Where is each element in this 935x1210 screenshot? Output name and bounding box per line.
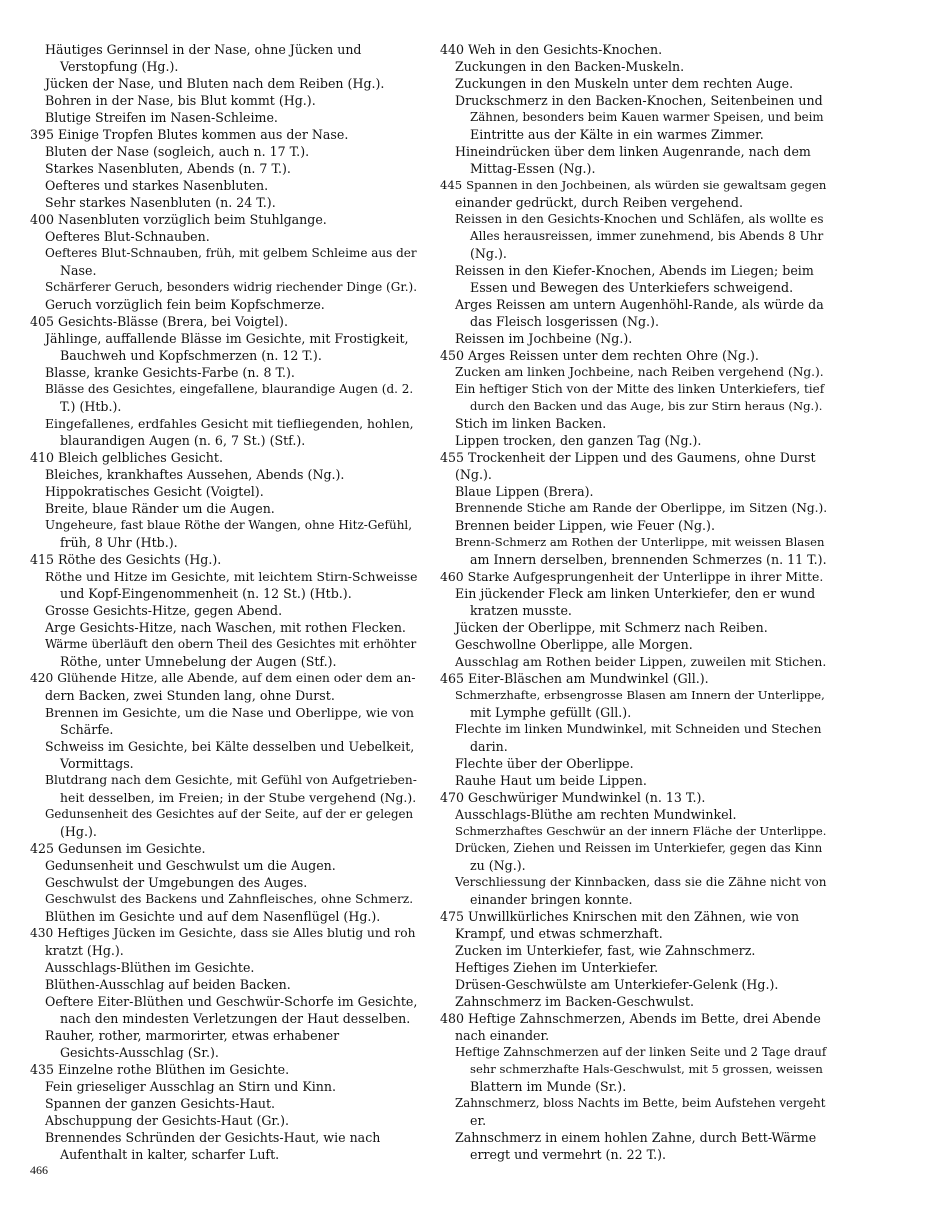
symptom-entry-continuation bbox=[30, 687, 416, 704]
entry-text: zu (Ng.). bbox=[470, 858, 526, 873]
symptom-entry-continuation bbox=[440, 551, 826, 568]
entry-text: Fein grieseliger Ausschlag an Stirn und Kinn. bbox=[45, 1079, 337, 1094]
symptom-entry-line bbox=[440, 211, 826, 228]
entry-text: Brennende Stiche am Rande der Oberlippe, im Sitzen (Ng.). bbox=[455, 501, 828, 515]
symptom-entry-line bbox=[30, 92, 416, 109]
entry-text: Gedunsenheit und Geschwulst um die Augen. bbox=[45, 858, 336, 873]
entry-text: Blutige Streifen im Nasen-Schleime. bbox=[45, 110, 278, 125]
entry-text: einander bringen konnte. bbox=[470, 892, 633, 907]
entry-text: Glühende Hitze, alle Abende, auf dem einen oder dem an- bbox=[57, 671, 416, 685]
entry-text: Verschliessung der Kinnbacken, dass sie die Zähne nicht von bbox=[455, 875, 827, 889]
symptom-entry-line bbox=[440, 415, 826, 432]
entry-text: Eintritte aus der Kälte in ein warmes Zimmer. bbox=[470, 127, 764, 142]
symptom-entry-line bbox=[30, 1078, 416, 1095]
symptom-entry-continuation bbox=[440, 279, 826, 296]
symptom-entry-continuation bbox=[440, 398, 826, 415]
entry-text: durch den Backen und das Auge, bis zur Stirn heraus (Ng.). bbox=[470, 399, 823, 413]
entry-text: sehr schmerzhafte Hals-Geschwulst, mit 5 grossen, weissen bbox=[470, 1062, 823, 1076]
symptom-entry-continuation bbox=[440, 891, 826, 908]
symptom-entry-continuation bbox=[30, 534, 416, 551]
entry-text: Einzelne rothe Blüthen im Gesichte. bbox=[58, 1062, 290, 1077]
symptom-entry-continuation bbox=[440, 1027, 826, 1044]
entry-text: Arges Reissen am untern Augenhöhl-Rande, als würde da bbox=[455, 297, 824, 312]
entry-text: nach einander. bbox=[455, 1028, 550, 1043]
symptom-entry-line bbox=[30, 704, 416, 721]
entry-number: 425 bbox=[30, 841, 55, 856]
entry-text: Schweiss im Gesichte, bei Kälte desselben und Uebelkeit, bbox=[45, 739, 415, 754]
entry-text: Gedunsenheit des Gesichtes auf der Seite, auf der er gelegen bbox=[45, 807, 414, 821]
symptom-entry-line bbox=[30, 126, 416, 143]
symptom-entry-line bbox=[440, 687, 826, 704]
entry-text: (Hg.). bbox=[60, 824, 97, 839]
entry-text: am Innern derselben, brennenden Schmerzes (n. 11 T.). bbox=[470, 552, 827, 567]
symptom-entry-continuation bbox=[440, 228, 826, 245]
symptom-entry-line bbox=[30, 1129, 416, 1146]
entry-text: Ausschlags-Blüthen im Gesichte. bbox=[45, 960, 255, 975]
symptom-entry-continuation bbox=[30, 1010, 416, 1027]
entry-text: Brennen im Gesichte, um die Nase und Oberlippe, wie von bbox=[45, 705, 415, 720]
entry-number: 445 bbox=[440, 178, 463, 192]
symptom-entry-line bbox=[440, 381, 826, 398]
symptom-entry-line bbox=[30, 160, 416, 177]
entry-number: 470 bbox=[440, 790, 465, 805]
entry-text: Nasenbluten vorzüglich beim Stuhlgange. bbox=[58, 212, 327, 227]
entry-text: Zahnschmerz, bloss Nachts im Bette, beim Aufstehen vergeht bbox=[455, 1096, 826, 1110]
symptom-entry-line bbox=[30, 874, 416, 891]
symptom-entry-line bbox=[440, 908, 826, 925]
entry-number: 415 bbox=[30, 552, 55, 567]
symptom-entry-line bbox=[30, 313, 416, 330]
entry-text: Geschwulst des Backens und Zahnfleisches, ohne Schmerz. bbox=[45, 892, 414, 906]
symptom-entry-line bbox=[440, 670, 826, 687]
symptom-entry-line bbox=[440, 1010, 826, 1027]
symptom-entry-continuation bbox=[30, 398, 416, 415]
entry-text: kratzt (Hg.). bbox=[45, 943, 124, 958]
symptom-entry-continuation bbox=[30, 1044, 416, 1061]
symptom-entry-continuation bbox=[30, 585, 416, 602]
entry-number: 460 bbox=[440, 569, 464, 584]
symptom-entry-line bbox=[30, 772, 416, 789]
entry-text: Essen und Bewegen des Unterkiefers schweigend. bbox=[470, 280, 794, 295]
entry-text: Ungeheure, fast blaue Röthe der Wangen, ohne Hitz-Gefühl, bbox=[45, 518, 413, 532]
symptom-entry-line bbox=[30, 568, 416, 585]
symptom-entry-continuation bbox=[440, 109, 826, 126]
symptom-entry-line bbox=[30, 636, 416, 653]
entry-text: Zuckungen in den Muskeln unter dem rechten Auge. bbox=[455, 76, 794, 91]
entry-text: Bleiches, krankhaftes Aussehen, Abends (Ng.). bbox=[45, 467, 345, 482]
entry-text: er. bbox=[470, 1113, 487, 1128]
entry-text: Schärfe. bbox=[60, 722, 114, 737]
entry-text: Aufenthalt in kalter, scharfer Luft. bbox=[60, 1147, 280, 1162]
entry-text: Mittag-Essen (Ng.). bbox=[470, 161, 596, 176]
entry-text: Röthe, unter Umnebelung der Augen (Stf.). bbox=[60, 654, 337, 669]
symptom-entry-line bbox=[30, 245, 416, 262]
symptom-entry-continuation bbox=[440, 245, 826, 262]
symptom-entry-continuation bbox=[440, 313, 826, 330]
entry-text: Blutdrang nach dem Gesichte, mit Gefühl von Aufgetrieben- bbox=[45, 773, 417, 787]
symptom-entry-line bbox=[440, 41, 826, 58]
entry-text: Verstopfung (Hg.). bbox=[60, 59, 179, 74]
entry-text: Oefteres Blut-Schnauben. bbox=[45, 229, 210, 244]
entry-text: Schmerzhafte, erbsengrosse Blasen am Innern der Unterlippe, bbox=[455, 688, 825, 702]
symptom-entry-line bbox=[440, 823, 826, 840]
entry-text: Jücken der Oberlippe, mit Schmerz nach Reiben. bbox=[455, 620, 768, 635]
entry-text: kratzen musste. bbox=[470, 603, 572, 618]
symptom-entry-line bbox=[30, 330, 416, 347]
symptom-entry-line bbox=[440, 1044, 826, 1061]
entry-text: Zucken am linken Jochbeine, nach Reiben vergehend (Ng.). bbox=[455, 365, 824, 379]
entry-text: Spannen der ganzen Gesichts-Haut. bbox=[45, 1096, 276, 1111]
entry-text: Ein heftiger Stich von der Mitte des linken Unterkiefers, tief bbox=[455, 382, 825, 396]
entry-text: Brennendes Schründen der Gesichts-Haut, wie nach bbox=[45, 1130, 381, 1145]
left-column bbox=[30, 41, 416, 1163]
entry-text: Abschuppung der Gesichts-Haut (Gr.). bbox=[45, 1113, 289, 1128]
entry-text: Gesichts-Blässe (Brera, bei Voigtel). bbox=[58, 314, 288, 329]
symptom-entry-line bbox=[440, 75, 826, 92]
entry-text: Oefteres Blut-Schnauben, früh, mit gelbem Schleime aus der bbox=[45, 246, 417, 260]
entry-number: 455 bbox=[440, 450, 465, 465]
entry-text: Brennen beider Lippen, wie Feuer (Ng.). bbox=[455, 518, 715, 533]
entry-text: Hippokratisches Gesicht (Voigtel). bbox=[45, 484, 264, 499]
symptom-entry-continuation bbox=[440, 1146, 826, 1163]
entry-text: nach den mindesten Verletzungen der Haut desselben. bbox=[60, 1011, 411, 1026]
entry-text: Eingefallenes, erdfahles Gesicht mit tiefliegenden, hohlen, bbox=[45, 416, 414, 431]
symptom-entry-line bbox=[440, 432, 826, 449]
entry-text: Druckschmerz in den Backen-Knochen, Seitenbeinen und bbox=[455, 93, 823, 108]
entry-text: Blüthen im Gesichte und auf dem Nasenflügel (Hg.). bbox=[45, 909, 381, 924]
symptom-entry-line bbox=[30, 1095, 416, 1112]
entry-text: und Kopf-Eingenommenheit (n. 12 St.) (Htb.). bbox=[60, 586, 352, 601]
entry-text: Jählinge, auffallende Blässe im Gesichte, mit Frostigkeit, bbox=[45, 331, 409, 346]
entry-text: Reissen im Jochbeine (Ng.). bbox=[455, 331, 633, 346]
symptom-entry-line bbox=[30, 296, 416, 313]
entry-text: Gedunsen im Gesichte. bbox=[58, 841, 206, 856]
entry-text: T.) (Htb.). bbox=[60, 399, 122, 414]
symptom-entry-continuation bbox=[30, 58, 416, 75]
entry-number: 450 bbox=[440, 348, 465, 363]
entry-text: Flechte über der Oberlippe. bbox=[455, 756, 634, 771]
symptom-entry-continuation bbox=[30, 789, 416, 806]
entry-text: dern Backen, zwei Stunden lang, ohne Durst. bbox=[45, 688, 335, 703]
symptom-entry-line bbox=[30, 959, 416, 976]
symptom-entry-line bbox=[30, 143, 416, 160]
entry-text: Drüsen-Geschwülste am Unterkiefer-Gelenk (Hg.). bbox=[455, 977, 779, 992]
symptom-entry-line bbox=[440, 959, 826, 976]
symptom-entry-line bbox=[440, 364, 826, 381]
symptom-entry-line bbox=[440, 177, 826, 194]
entry-text: Geschwollne Oberlippe, alle Morgen. bbox=[455, 637, 693, 652]
symptom-entry-continuation bbox=[440, 1078, 826, 1095]
entry-text: Reissen in den Gesichts-Knochen und Schläfen, als wollte es bbox=[455, 212, 824, 226]
symptom-entry-line bbox=[440, 500, 826, 517]
entry-text: Arges Reissen unter dem rechten Ohre (Ng.). bbox=[468, 348, 759, 363]
entry-text: Trockenheit der Lippen und des Gaumens, ohne Durst bbox=[468, 450, 816, 465]
entry-text: Weh in den Gesichts-Knochen. bbox=[468, 42, 663, 57]
symptom-entry-line bbox=[440, 585, 826, 602]
entry-number: 410 bbox=[30, 450, 55, 465]
entry-text: Häutiges Gerinnsel in der Nase, ohne Jücken und bbox=[45, 42, 362, 57]
entry-text: Brenn-Schmerz am Rothen der Unterlippe, mit weissen Blasen bbox=[455, 535, 825, 549]
entry-text: Starkes Nasenbluten, Abends (n. 7 T.). bbox=[45, 161, 291, 176]
symptom-entry-line bbox=[30, 517, 416, 534]
symptom-entry-line bbox=[440, 517, 826, 534]
symptom-entry-line bbox=[30, 381, 416, 398]
entry-text: Heftige Zahnschmerzen auf der linken Seite und 2 Tage drauf bbox=[455, 1045, 827, 1059]
symptom-entry-line bbox=[30, 279, 416, 296]
entry-text: Starke Aufgesprungenheit der Unterlippe in ihrer Mitte. bbox=[467, 569, 824, 584]
symptom-entry-line bbox=[30, 415, 416, 432]
symptom-entry-line bbox=[30, 211, 416, 228]
entry-text: Bluten der Nase (sogleich, auch n. 17 T.). bbox=[45, 144, 310, 159]
symptom-entry-line bbox=[30, 500, 416, 517]
symptom-entry-line bbox=[30, 993, 416, 1010]
entry-text: Zahnschmerz im Backen-Geschwulst. bbox=[455, 994, 694, 1009]
symptom-entry-continuation bbox=[440, 1112, 826, 1129]
symptom-entry-line bbox=[440, 721, 826, 738]
entry-text: Zahnschmerz in einem hohlen Zahne, durch Bett-Wärme bbox=[455, 1130, 817, 1145]
entry-text: Unwillkürliches Knirschen mit den Zähnen, wie von bbox=[468, 909, 800, 924]
entry-text: Zähnen, besonders beim Kauen warmer Speisen, und beim bbox=[470, 110, 824, 124]
entry-text: Geschwulst der Umgebungen des Auges. bbox=[45, 875, 308, 890]
entry-text: Wärme überläuft den obern Theil des Gesichtes mit erhöhter bbox=[45, 637, 417, 651]
entry-text: Drücken, Ziehen und Reissen im Unterkiefer, gegen das Kinn bbox=[455, 841, 823, 855]
symptom-entry-line bbox=[30, 41, 416, 58]
symptom-entry-line bbox=[30, 602, 416, 619]
entry-text: Röthe und Hitze im Gesichte, mit leichtem Stirn-Schweisse bbox=[45, 569, 418, 584]
entry-text: Vormittags. bbox=[60, 756, 134, 771]
symptom-entry-line bbox=[30, 1027, 416, 1044]
entry-text: Flechte im linken Mundwinkel, mit Schneiden und Stechen bbox=[455, 722, 822, 736]
entry-text: Einige Tropfen Blutes kommen aus der Nase. bbox=[58, 127, 349, 142]
entry-text: Ausschlag am Rothen beider Lippen, zuweilen mit Stichen. bbox=[455, 654, 827, 669]
symptom-entry-line bbox=[30, 483, 416, 500]
entry-text: Blaue Lippen (Brera). bbox=[455, 484, 594, 499]
symptom-entry-continuation bbox=[30, 942, 416, 959]
symptom-entry-continuation bbox=[440, 194, 826, 211]
entry-text: das Fleisch losgerissen (Ng.). bbox=[470, 314, 659, 329]
entry-text: Alles herausreissen, immer zunehmend, bis Abends 8 Uhr bbox=[470, 229, 824, 243]
entry-text: (Ng.). bbox=[470, 246, 507, 261]
entry-text: Oefteres und starkes Nasenbluten. bbox=[45, 178, 269, 193]
symptom-entry-line bbox=[30, 449, 416, 466]
symptom-entry-line bbox=[440, 636, 826, 653]
symptom-entry-continuation bbox=[30, 823, 416, 840]
symptom-entry-line bbox=[440, 330, 826, 347]
symptom-entry-line bbox=[440, 789, 826, 806]
symptom-entry-continuation bbox=[440, 1061, 826, 1078]
symptom-entry-continuation bbox=[30, 262, 416, 279]
entry-number: 430 bbox=[30, 926, 54, 940]
entry-text: Röthe des Gesichts (Hg.). bbox=[58, 552, 222, 567]
entry-text: Spannen in den Jochbeinen, als würden sie gewaltsam gegen bbox=[466, 178, 827, 192]
symptom-entry-continuation bbox=[30, 721, 416, 738]
entry-text: Geruch vorzüglich fein beim Kopfschmerze. bbox=[45, 297, 325, 312]
entry-text: Zuckungen in den Backen-Muskeln. bbox=[455, 59, 685, 74]
entry-text: früh, 8 Uhr (Htb.). bbox=[60, 535, 178, 550]
entry-text: Arge Gesichts-Hitze, nach Waschen, mit rothen Flecken. bbox=[45, 620, 406, 635]
entry-text: Oeftere Eiter-Blüthen und Geschwür-Schorfe im Gesichte, bbox=[45, 994, 418, 1009]
symptom-entry-line bbox=[30, 908, 416, 925]
symptom-entry-line bbox=[440, 653, 826, 670]
entry-number: 420 bbox=[30, 671, 54, 685]
page-number: 466 bbox=[30, 1163, 48, 1177]
symptom-entry-continuation bbox=[440, 466, 826, 483]
symptom-entry-continuation bbox=[440, 704, 826, 721]
symptom-entry-line bbox=[30, 1112, 416, 1129]
entry-text: Heftiges Ziehen im Unterkiefer. bbox=[455, 960, 659, 975]
symptom-entry-line bbox=[30, 551, 416, 568]
entry-text: Bohren in der Nase, bis Blut kommt (Hg.). bbox=[45, 93, 316, 108]
symptom-entry-line bbox=[440, 942, 826, 959]
entry-text: Lippen trocken, den ganzen Tag (Ng.). bbox=[455, 433, 702, 448]
symptom-entry-line bbox=[440, 1095, 826, 1112]
entry-text: erregt und vermehrt (n. 22 T.). bbox=[470, 1147, 667, 1162]
entry-text: Geschwüriger Mundwinkel (n. 13 T.). bbox=[468, 790, 706, 805]
symptom-entry-line bbox=[440, 772, 826, 789]
entry-text: Blüthen-Ausschlag auf beiden Backen. bbox=[45, 977, 291, 992]
entry-number: 395 bbox=[30, 127, 55, 142]
symptom-entry-line bbox=[30, 857, 416, 874]
symptom-entry-line bbox=[30, 1061, 416, 1078]
symptom-entry-continuation bbox=[30, 755, 416, 772]
entry-number: 465 bbox=[440, 671, 465, 686]
entry-text: Rauhe Haut um beide Lippen. bbox=[455, 773, 647, 788]
entry-text: Blässe des Gesichtes, eingefallene, blaurandige Augen (d. 2. bbox=[45, 382, 414, 396]
entry-text: Schmerzhaftes Geschwür an der innern Fläche der Unterlippe. bbox=[455, 824, 827, 838]
entry-text: Zucken im Unterkiefer, fast, wie Zahnschmerz. bbox=[455, 943, 756, 958]
entry-number: 435 bbox=[30, 1062, 55, 1077]
symptom-entry-line bbox=[440, 92, 826, 109]
entry-text: Blattern im Munde (Sr.). bbox=[470, 1079, 627, 1094]
symptom-entry-line bbox=[30, 228, 416, 245]
entry-text: Nase. bbox=[60, 263, 97, 278]
symptom-entry-line bbox=[30, 738, 416, 755]
symptom-entry-line bbox=[440, 874, 826, 891]
symptom-entry-line bbox=[440, 976, 826, 993]
entry-text: Heftiges Jücken im Gesichte, dass sie Alles blutig und roh bbox=[57, 926, 416, 940]
entry-text: Stich im linken Backen. bbox=[455, 416, 607, 431]
entry-text: darin. bbox=[470, 739, 508, 754]
entry-text: Sehr starkes Nasenbluten (n. 24 T.). bbox=[45, 195, 276, 210]
symptom-entry-line bbox=[30, 806, 416, 823]
entry-number: 480 bbox=[440, 1011, 465, 1026]
entry-text: Blasse, kranke Gesichts-Farbe (n. 8 T.). bbox=[45, 365, 295, 380]
symptom-entry-line bbox=[30, 976, 416, 993]
symptom-entry-line bbox=[440, 58, 826, 75]
entry-text: Bauchweh und Kopfschmerzen (n. 12 T.). bbox=[60, 348, 322, 363]
symptom-entry-line bbox=[440, 483, 826, 500]
symptom-entry-continuation bbox=[440, 126, 826, 143]
symptom-entry-continuation bbox=[30, 432, 416, 449]
symptom-entry-line bbox=[440, 449, 826, 466]
symptom-entry-line bbox=[30, 177, 416, 194]
entry-text: Jücken der Nase, und Bluten nach dem Reiben (Hg.). bbox=[45, 76, 385, 91]
entry-text: Reissen in den Kiefer-Knochen, Abends im Liegen; beim bbox=[455, 263, 814, 278]
entry-text: Rauher, rother, marmorirter, etwas erhabener bbox=[45, 1028, 340, 1043]
entry-text: Gesichts-Ausschlag (Sr.). bbox=[60, 1045, 219, 1060]
entry-text: Krampf, und etwas schmerzhaft. bbox=[455, 926, 663, 941]
entry-number: 440 bbox=[440, 42, 465, 57]
symptom-entry-continuation bbox=[440, 160, 826, 177]
entry-text: einander gedrückt, durch Reiben vergehend. bbox=[455, 195, 744, 210]
right-column bbox=[440, 41, 826, 1163]
symptom-entry-line bbox=[30, 75, 416, 92]
symptom-entry-line bbox=[30, 194, 416, 211]
entry-text: Eiter-Bläschen am Mundwinkel (Gll.). bbox=[468, 671, 709, 686]
symptom-entry-line bbox=[440, 296, 826, 313]
entry-number: 405 bbox=[30, 314, 55, 329]
symptom-entry-continuation bbox=[440, 602, 826, 619]
entry-text: Heftige Zahnschmerzen, Abends im Bette, drei Abende bbox=[468, 1011, 821, 1026]
symptom-entry-line bbox=[440, 1129, 826, 1146]
symptom-entry-line bbox=[30, 670, 416, 687]
symptom-entry-line bbox=[440, 534, 826, 551]
symptom-entry-line bbox=[30, 891, 416, 908]
entry-text: mit Lymphe gefüllt (Gll.). bbox=[470, 705, 632, 720]
symptom-entry-line bbox=[440, 806, 826, 823]
symptom-entry-line bbox=[440, 619, 826, 636]
entry-text: Schärferer Geruch, besonders widrig riechender Dinge (Gr.). bbox=[45, 280, 418, 294]
entry-text: Ausschlags-Blüthe am rechten Mundwinkel. bbox=[455, 807, 737, 822]
symptom-entry-line bbox=[440, 840, 826, 857]
symptom-entry-line bbox=[30, 925, 416, 942]
symptom-entry-line bbox=[30, 109, 416, 126]
entry-text: Ein jückender Fleck am linken Unterkiefer, den er wund bbox=[455, 586, 816, 601]
symptom-entry-line bbox=[440, 347, 826, 364]
symptom-entry-line bbox=[440, 262, 826, 279]
symptom-entry-continuation bbox=[440, 925, 826, 942]
symptom-entry-continuation bbox=[30, 1146, 416, 1163]
symptom-entry-line bbox=[30, 466, 416, 483]
symptom-entry-line bbox=[30, 364, 416, 381]
symptom-entry-continuation bbox=[440, 738, 826, 755]
symptom-entry-continuation bbox=[30, 347, 416, 364]
entry-text: (Ng.). bbox=[455, 467, 492, 482]
entry-text: Bleich gelbliches Gesicht. bbox=[58, 450, 223, 465]
symptom-entry-line bbox=[30, 840, 416, 857]
symptom-entry-line bbox=[440, 755, 826, 772]
symptom-entry-line bbox=[440, 993, 826, 1010]
entry-text: blaurandigen Augen (n. 6, 7 St.) (Stf.). bbox=[60, 433, 306, 448]
symptom-entry-line bbox=[30, 619, 416, 636]
entry-text: heit desselben, im Freien; in der Stube vergehend (Ng.). bbox=[60, 790, 417, 805]
entry-text: Breite, blaue Ränder um die Augen. bbox=[45, 501, 275, 516]
entry-number: 400 bbox=[30, 212, 55, 227]
entry-text: Grosse Gesichts-Hitze, gegen Abend. bbox=[45, 603, 283, 618]
symptom-entry-line bbox=[440, 143, 826, 160]
symptom-entry-continuation bbox=[30, 653, 416, 670]
symptom-entry-line bbox=[440, 568, 826, 585]
entry-text: Hineindrücken über dem linken Augenrande, nach dem bbox=[455, 144, 811, 159]
symptom-entry-continuation bbox=[440, 857, 826, 874]
entry-number: 475 bbox=[440, 909, 465, 924]
